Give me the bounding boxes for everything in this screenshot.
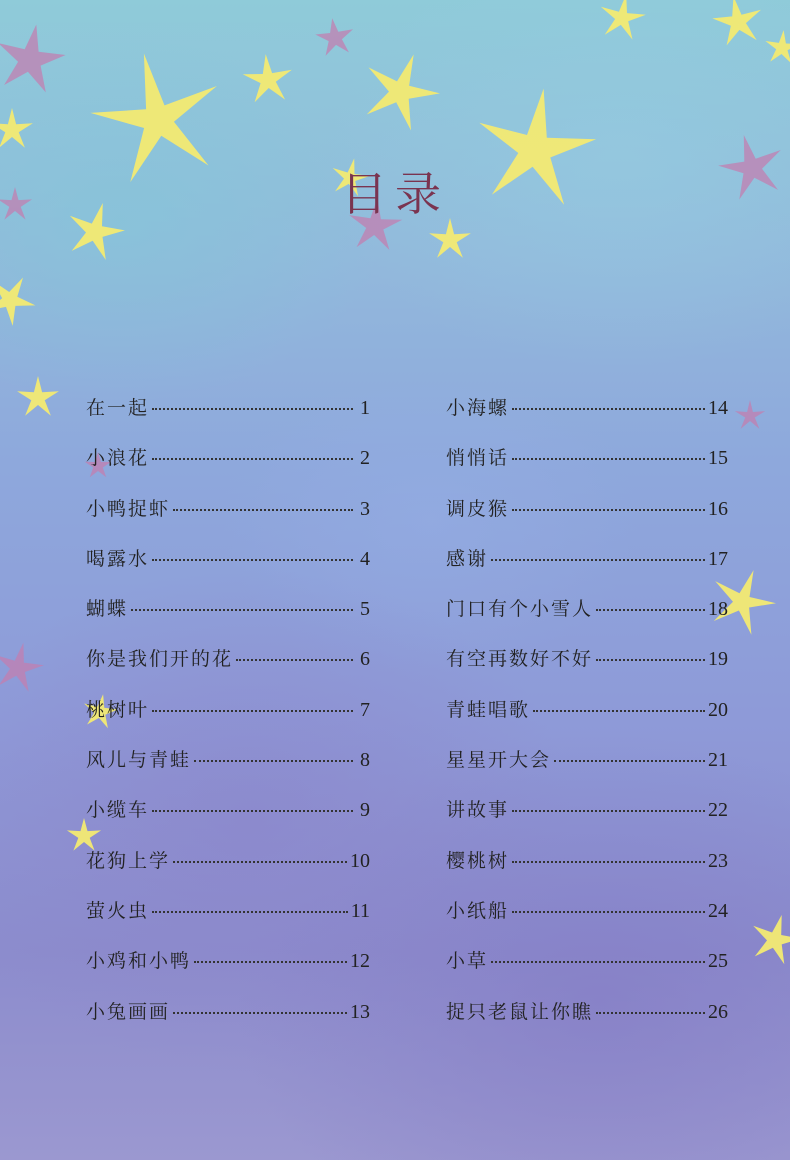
dot-leader bbox=[152, 458, 353, 460]
toc-entry-page-number: 3 bbox=[360, 497, 370, 520]
toc-entry-page-number: 6 bbox=[360, 648, 370, 671]
toc-entry-page-number: 25 bbox=[708, 950, 728, 973]
toc-entry bbox=[446, 695, 728, 745]
toc-entry-page-number: 12 bbox=[350, 950, 370, 973]
toc-entry-title: 蝴蝶 bbox=[86, 598, 129, 621]
toc-entry bbox=[86, 896, 370, 946]
toc-entry bbox=[86, 644, 370, 694]
toc-entry-page-number: 7 bbox=[360, 698, 370, 721]
toc-entry-title: 风儿与青蛙 bbox=[86, 749, 192, 772]
toc-entry-title: 喝露水 bbox=[86, 547, 150, 570]
toc-entry bbox=[446, 745, 728, 795]
toc-entry-title: 小兔画画 bbox=[86, 1000, 171, 1023]
dot-leader bbox=[596, 609, 705, 611]
toc-entry-page-number: 16 bbox=[708, 497, 728, 520]
toc-entry-page-number: 26 bbox=[708, 1000, 728, 1023]
toc-entry bbox=[86, 393, 370, 443]
dot-leader bbox=[596, 1012, 705, 1014]
toc-entry-page-number: 24 bbox=[708, 899, 728, 922]
toc-entry-page-number: 4 bbox=[360, 547, 370, 570]
toc-entry bbox=[446, 443, 728, 493]
dot-leader bbox=[554, 760, 705, 762]
star-icon bbox=[0, 278, 35, 326]
toc-entry bbox=[446, 997, 728, 1047]
dot-leader bbox=[194, 760, 353, 762]
toc-entry-page-number: 2 bbox=[360, 447, 370, 470]
toc-entry bbox=[86, 946, 370, 996]
dot-leader bbox=[512, 458, 705, 460]
toc-entry bbox=[86, 443, 370, 493]
toc-entry-title: 小草 bbox=[446, 950, 489, 973]
toc-entry bbox=[446, 393, 728, 443]
toc-entry-title: 悄悄话 bbox=[446, 447, 510, 470]
toc-entry bbox=[86, 695, 370, 745]
star-icon bbox=[0, 643, 44, 692]
toc-entry-title: 萤火虫 bbox=[86, 899, 150, 922]
dot-leader bbox=[533, 710, 705, 712]
toc-column-right bbox=[446, 393, 728, 1047]
toc-entry bbox=[446, 896, 728, 946]
toc-entry-title: 在一起 bbox=[86, 397, 150, 419]
toc-entry-title: 小浪花 bbox=[86, 447, 150, 470]
toc-entry bbox=[86, 795, 370, 845]
toc-entry-title: 有空再数好不好 bbox=[446, 648, 594, 671]
star-icon bbox=[765, 30, 790, 63]
toc-entry bbox=[86, 494, 370, 544]
star-icon bbox=[0, 25, 66, 93]
toc-entry bbox=[446, 846, 728, 896]
dot-leader bbox=[152, 559, 353, 561]
toc-entry-title: 门口有个小雪人 bbox=[446, 598, 594, 621]
dot-leader bbox=[173, 1012, 347, 1014]
toc-entry-page-number: 10 bbox=[350, 849, 370, 872]
dot-leader bbox=[512, 509, 705, 511]
toc-entry-page-number: 13 bbox=[350, 1000, 370, 1023]
toc-entry-page-number: 5 bbox=[360, 598, 370, 621]
dot-leader bbox=[131, 609, 353, 611]
toc-entry-title: 小纸船 bbox=[446, 899, 510, 922]
toc-entry bbox=[446, 795, 728, 845]
dot-leader bbox=[236, 659, 353, 661]
toc-entry-page-number: 17 bbox=[708, 547, 728, 570]
star-icon bbox=[0, 108, 33, 148]
toc-entry bbox=[446, 644, 728, 694]
dot-leader bbox=[491, 559, 705, 561]
toc-entry-page-number: 14 bbox=[708, 397, 728, 419]
toc-entry-page-number: 15 bbox=[708, 447, 728, 470]
star-icon bbox=[367, 54, 440, 130]
dot-leader bbox=[491, 961, 705, 963]
toc-entry bbox=[86, 846, 370, 896]
toc-entry-page-number: 9 bbox=[360, 799, 370, 822]
page-title: 目录 bbox=[341, 167, 449, 221]
toc-entry bbox=[446, 594, 728, 644]
toc-entry-title: 桃树叶 bbox=[86, 698, 150, 721]
star-icon bbox=[735, 400, 765, 429]
toc-entry-page-number: 23 bbox=[708, 849, 728, 872]
toc-entry bbox=[446, 494, 728, 544]
dot-leader bbox=[173, 509, 353, 511]
toc-entry-title: 青蛙唱歌 bbox=[446, 698, 531, 721]
star-icon bbox=[753, 915, 790, 964]
star-icon bbox=[315, 18, 353, 56]
toc-entry-title: 小缆车 bbox=[86, 799, 150, 822]
dot-leader bbox=[152, 408, 353, 410]
toc-entry-page-number: 20 bbox=[708, 698, 728, 721]
dot-leader bbox=[512, 810, 705, 812]
toc-entry bbox=[86, 544, 370, 594]
dot-leader bbox=[152, 911, 348, 913]
toc-column-left bbox=[86, 393, 370, 1047]
toc-entry bbox=[86, 594, 370, 644]
toc-entry bbox=[86, 745, 370, 795]
star-icon bbox=[243, 54, 292, 102]
star-icon bbox=[712, 0, 761, 45]
dot-leader bbox=[512, 861, 705, 863]
toc-entry-page-number: 1 bbox=[360, 397, 370, 419]
toc-entry-title: 樱桃树 bbox=[446, 849, 510, 872]
toc-entry bbox=[446, 946, 728, 996]
star-icon bbox=[601, 0, 646, 40]
dot-leader bbox=[596, 659, 705, 661]
toc-entry-title: 小鸡和小鸭 bbox=[86, 950, 192, 973]
toc-entry-title: 捉只老鼠让你瞧 bbox=[446, 1000, 594, 1023]
toc-entry-title: 星星开大会 bbox=[446, 749, 552, 772]
dot-leader bbox=[152, 710, 353, 712]
dot-leader bbox=[512, 408, 705, 410]
dot-leader bbox=[152, 810, 353, 812]
toc-entry-title: 花狗上学 bbox=[86, 849, 171, 872]
dot-leader bbox=[512, 911, 705, 913]
toc-entry-title: 小鸭捉虾 bbox=[86, 497, 171, 520]
toc-entry-title: 你是我们开的花 bbox=[86, 648, 234, 671]
toc-entry-page-number: 19 bbox=[708, 648, 728, 671]
toc-entry bbox=[446, 544, 728, 594]
toc-entry-page-number: 21 bbox=[708, 749, 728, 772]
toc-entry-page-number: 8 bbox=[360, 749, 370, 772]
toc-entry-page-number: 18 bbox=[708, 598, 728, 621]
toc-entry-title: 调皮猴 bbox=[446, 497, 510, 520]
toc-entry-title: 小海螺 bbox=[446, 397, 510, 419]
toc-entry bbox=[86, 997, 370, 1047]
star-icon bbox=[17, 376, 59, 416]
toc-entry-page-number: 22 bbox=[708, 799, 728, 822]
toc-entry-title: 讲故事 bbox=[446, 799, 510, 822]
dot-leader bbox=[173, 861, 347, 863]
dot-leader bbox=[194, 961, 347, 963]
toc-entry-page-number: 11 bbox=[350, 899, 370, 922]
toc-entry-title: 感谢 bbox=[446, 547, 489, 570]
